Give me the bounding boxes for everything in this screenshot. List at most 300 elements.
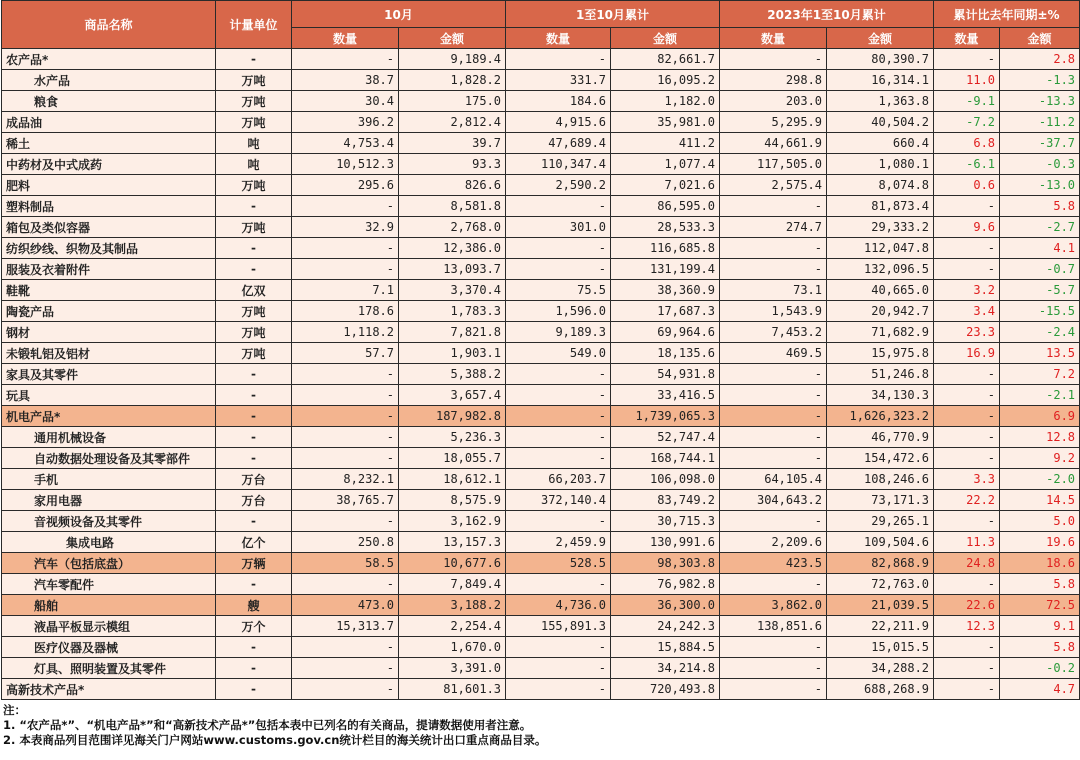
ytd-amount-cell: 116,685.8 xyxy=(611,238,720,259)
ytd2023-qty-cell: - xyxy=(720,259,827,280)
yoy-qty-pct-cell: - xyxy=(934,574,1000,595)
yoy-amount-pct-cell: 9.1 xyxy=(1000,616,1080,637)
ytd-qty-cell: - xyxy=(506,238,611,259)
commodity-name: 医疗仪器及器械 xyxy=(2,637,216,658)
header-october: 10月 xyxy=(292,1,506,28)
ytd2023-qty-cell: 3,862.0 xyxy=(720,595,827,616)
commodity-name: 稀土 xyxy=(2,133,216,154)
yoy-qty-pct-cell: 11.0 xyxy=(934,70,1000,91)
ytd2023-qty-cell: 1,543.9 xyxy=(720,301,827,322)
yoy-qty-pct-cell: -6.1 xyxy=(934,154,1000,175)
header-unit: 计量单位 xyxy=(216,1,292,49)
oct-qty-cell: 10,512.3 xyxy=(292,154,399,175)
oct-amount-cell: 81,601.3 xyxy=(399,679,506,700)
commodity-name: 汽车零配件 xyxy=(2,574,216,595)
ytd2023-qty-cell: 2,209.6 xyxy=(720,532,827,553)
ytd-amount-cell: 720,493.8 xyxy=(611,679,720,700)
table-row xyxy=(2,427,1080,448)
unit-cell: 万吨 xyxy=(216,112,292,133)
ytd-qty-cell: 372,140.4 xyxy=(506,490,611,511)
yoy-amount-pct-cell: 9.2 xyxy=(1000,448,1080,469)
yoy-qty-pct-cell: 23.3 xyxy=(934,322,1000,343)
ytd2023-qty-cell: 2,575.4 xyxy=(720,175,827,196)
oct-amount-cell: 3,657.4 xyxy=(399,385,506,406)
ytd2023-amount-cell: 34,130.3 xyxy=(827,385,934,406)
oct-amount-cell: 39.7 xyxy=(399,133,506,154)
ytd2023-amount-cell: 34,288.2 xyxy=(827,658,934,679)
ytd-amount-cell: 28,533.3 xyxy=(611,217,720,238)
oct-qty-cell: 473.0 xyxy=(292,595,399,616)
yoy-qty-pct-cell: 3.2 xyxy=(934,280,1000,301)
ytd2023-qty-cell: 7,453.2 xyxy=(720,322,827,343)
header-yoy-change: 累计比去年同期±% xyxy=(934,1,1080,28)
ytd2023-qty-cell: 469.5 xyxy=(720,343,827,364)
oct-amount-cell: 12,386.0 xyxy=(399,238,506,259)
unit-cell: 艘 xyxy=(216,595,292,616)
unit-cell: - xyxy=(216,385,292,406)
ytd-amount-cell: 36,300.0 xyxy=(611,595,720,616)
commodity-name: 服装及衣着附件 xyxy=(2,259,216,280)
oct-qty-cell: - xyxy=(292,406,399,427)
oct-amount-cell: 8,581.8 xyxy=(399,196,506,217)
oct-amount-cell: 3,370.4 xyxy=(399,280,506,301)
ytd-qty-cell: 331.7 xyxy=(506,70,611,91)
ytd-qty-cell: 1,596.0 xyxy=(506,301,611,322)
ytd-qty-cell: 9,189.3 xyxy=(506,322,611,343)
ytd2023-amount-cell: 21,039.5 xyxy=(827,595,934,616)
table-row xyxy=(2,301,1080,322)
ytd2023-amount-cell: 22,211.9 xyxy=(827,616,934,637)
ytd2023-amount-cell: 29,333.2 xyxy=(827,217,934,238)
subheader-qty: 数量 xyxy=(720,28,827,49)
ytd2023-qty-cell: 44,661.9 xyxy=(720,133,827,154)
table-row xyxy=(2,511,1080,532)
table-row xyxy=(2,280,1080,301)
commodity-name: 成品油 xyxy=(2,112,216,133)
table-row xyxy=(2,595,1080,616)
yoy-amount-pct-cell: 7.2 xyxy=(1000,364,1080,385)
ytd2023-qty-cell: - xyxy=(720,49,827,70)
ytd-qty-cell: 4,736.0 xyxy=(506,595,611,616)
oct-amount-cell: 7,821.8 xyxy=(399,322,506,343)
oct-amount-cell: 13,157.3 xyxy=(399,532,506,553)
table-row xyxy=(2,574,1080,595)
ytd-amount-cell: 76,982.8 xyxy=(611,574,720,595)
commodity-name: 音视频设备及其零件 xyxy=(2,511,216,532)
header-ytd: 1至10月累计 xyxy=(506,1,720,28)
yoy-qty-pct-cell: - xyxy=(934,511,1000,532)
subheader-amount: 金额 xyxy=(1000,28,1080,49)
yoy-amount-pct-cell: 4.7 xyxy=(1000,679,1080,700)
unit-cell: 万吨 xyxy=(216,217,292,238)
ytd-amount-cell: 15,884.5 xyxy=(611,637,720,658)
ytd-qty-cell: 184.6 xyxy=(506,91,611,112)
commodity-name: 水产品 xyxy=(2,70,216,91)
ytd-qty-cell: 47,689.4 xyxy=(506,133,611,154)
commodity-name: 灯具、照明装置及其零件 xyxy=(2,658,216,679)
ytd-amount-cell: 16,095.2 xyxy=(611,70,720,91)
yoy-qty-pct-cell: - xyxy=(934,427,1000,448)
ytd2023-qty-cell: 203.0 xyxy=(720,91,827,112)
unit-cell: 万台 xyxy=(216,490,292,511)
oct-amount-cell: 826.6 xyxy=(399,175,506,196)
oct-amount-cell: 9,189.4 xyxy=(399,49,506,70)
table-row xyxy=(2,490,1080,511)
ytd-qty-cell: 4,915.6 xyxy=(506,112,611,133)
oct-qty-cell: - xyxy=(292,679,399,700)
ytd-amount-cell: 7,021.6 xyxy=(611,175,720,196)
ytd-qty-cell: - xyxy=(506,637,611,658)
ytd2023-qty-cell: - xyxy=(720,679,827,700)
oct-qty-cell: 250.8 xyxy=(292,532,399,553)
ytd-qty-cell: - xyxy=(506,658,611,679)
table-row xyxy=(2,553,1080,574)
oct-qty-cell: 178.6 xyxy=(292,301,399,322)
commodity-name: 未锻轧铝及铝材 xyxy=(2,343,216,364)
ytd2023-qty-cell: 298.8 xyxy=(720,70,827,91)
yoy-qty-pct-cell: - xyxy=(934,679,1000,700)
ytd-amount-cell: 411.2 xyxy=(611,133,720,154)
oct-amount-cell: 2,768.0 xyxy=(399,217,506,238)
oct-qty-cell: - xyxy=(292,448,399,469)
yoy-qty-pct-cell: 9.6 xyxy=(934,217,1000,238)
commodity-name: 纺织纱线、织物及其制品 xyxy=(2,238,216,259)
table-row xyxy=(2,658,1080,679)
ytd-amount-cell: 131,199.4 xyxy=(611,259,720,280)
subheader-amount: 金额 xyxy=(399,28,506,49)
ytd2023-amount-cell: 109,504.6 xyxy=(827,532,934,553)
ytd-qty-cell: 110,347.4 xyxy=(506,154,611,175)
unit-cell: 万吨 xyxy=(216,91,292,112)
ytd2023-qty-cell: 423.5 xyxy=(720,553,827,574)
yoy-amount-pct-cell: -13.3 xyxy=(1000,91,1080,112)
commodity-name: 肥料 xyxy=(2,175,216,196)
ytd-qty-cell: - xyxy=(506,427,611,448)
oct-qty-cell: 15,313.7 xyxy=(292,616,399,637)
oct-amount-cell: 3,162.9 xyxy=(399,511,506,532)
oct-qty-cell: 30.4 xyxy=(292,91,399,112)
oct-amount-cell: 1,903.1 xyxy=(399,343,506,364)
yoy-amount-pct-cell: 5.8 xyxy=(1000,637,1080,658)
commodity-name: 陶瓷产品 xyxy=(2,301,216,322)
unit-cell: 万吨 xyxy=(216,343,292,364)
ytd-amount-cell: 24,242.3 xyxy=(611,616,720,637)
yoy-qty-pct-cell: 24.8 xyxy=(934,553,1000,574)
yoy-amount-pct-cell: 14.5 xyxy=(1000,490,1080,511)
oct-qty-cell: 396.2 xyxy=(292,112,399,133)
ytd2023-amount-cell: 132,096.5 xyxy=(827,259,934,280)
yoy-amount-pct-cell: -11.2 xyxy=(1000,112,1080,133)
oct-qty-cell: - xyxy=(292,385,399,406)
ytd-amount-cell: 130,991.6 xyxy=(611,532,720,553)
unit-cell: 亿个 xyxy=(216,532,292,553)
commodity-table xyxy=(1,0,1080,700)
oct-qty-cell: - xyxy=(292,49,399,70)
ytd2023-amount-cell: 16,314.1 xyxy=(827,70,934,91)
commodity-name: 机电产品* xyxy=(2,406,216,427)
ytd2023-qty-cell: 304,643.2 xyxy=(720,490,827,511)
ytd-qty-cell: - xyxy=(506,364,611,385)
oct-amount-cell: 3,391.0 xyxy=(399,658,506,679)
yoy-qty-pct-cell: -9.1 xyxy=(934,91,1000,112)
ytd2023-qty-cell: - xyxy=(720,658,827,679)
ytd-amount-cell: 30,715.3 xyxy=(611,511,720,532)
unit-cell: 万辆 xyxy=(216,553,292,574)
ytd2023-qty-cell: - xyxy=(720,427,827,448)
oct-amount-cell: 8,575.9 xyxy=(399,490,506,511)
ytd2023-qty-cell: 274.7 xyxy=(720,217,827,238)
ytd2023-amount-cell: 29,265.1 xyxy=(827,511,934,532)
oct-amount-cell: 18,055.7 xyxy=(399,448,506,469)
ytd2023-amount-cell: 51,246.8 xyxy=(827,364,934,385)
table-header xyxy=(2,1,1080,49)
yoy-amount-pct-cell: 2.8 xyxy=(1000,49,1080,70)
ytd-amount-cell: 1,077.4 xyxy=(611,154,720,175)
yoy-qty-pct-cell: - xyxy=(934,364,1000,385)
table-row xyxy=(2,154,1080,175)
commodity-name: 粮食 xyxy=(2,91,216,112)
ytd-amount-cell: 83,749.2 xyxy=(611,490,720,511)
oct-amount-cell: 5,236.3 xyxy=(399,427,506,448)
unit-cell: - xyxy=(216,259,292,280)
ytd2023-amount-cell: 81,873.4 xyxy=(827,196,934,217)
ytd-amount-cell: 106,098.0 xyxy=(611,469,720,490)
ytd2023-amount-cell: 688,268.9 xyxy=(827,679,934,700)
ytd2023-amount-cell: 40,665.0 xyxy=(827,280,934,301)
oct-amount-cell: 7,849.4 xyxy=(399,574,506,595)
ytd-amount-cell: 69,964.6 xyxy=(611,322,720,343)
unit-cell: - xyxy=(216,658,292,679)
oct-qty-cell: 4,753.4 xyxy=(292,133,399,154)
yoy-amount-pct-cell: 6.9 xyxy=(1000,406,1080,427)
ytd-amount-cell: 33,416.5 xyxy=(611,385,720,406)
oct-qty-cell: - xyxy=(292,637,399,658)
unit-cell: - xyxy=(216,196,292,217)
yoy-qty-pct-cell: - xyxy=(934,637,1000,658)
ytd2023-qty-cell: 64,105.4 xyxy=(720,469,827,490)
commodity-name: 箱包及类似容器 xyxy=(2,217,216,238)
table-row xyxy=(2,532,1080,553)
oct-qty-cell: 57.7 xyxy=(292,343,399,364)
table-row xyxy=(2,175,1080,196)
ytd-amount-cell: 52,747.4 xyxy=(611,427,720,448)
subheader-qty: 数量 xyxy=(506,28,611,49)
yoy-amount-pct-cell: -2.0 xyxy=(1000,469,1080,490)
table-row xyxy=(2,448,1080,469)
yoy-amount-pct-cell: 13.5 xyxy=(1000,343,1080,364)
yoy-amount-pct-cell: -2.4 xyxy=(1000,322,1080,343)
ytd-qty-cell: 549.0 xyxy=(506,343,611,364)
unit-cell: 万吨 xyxy=(216,175,292,196)
yoy-amount-pct-cell: -0.7 xyxy=(1000,259,1080,280)
ytd2023-amount-cell: 112,047.8 xyxy=(827,238,934,259)
table-row xyxy=(2,637,1080,658)
ytd-qty-cell: 528.5 xyxy=(506,553,611,574)
ytd2023-qty-cell: - xyxy=(720,637,827,658)
yoy-amount-pct-cell: 12.8 xyxy=(1000,427,1080,448)
ytd-qty-cell: - xyxy=(506,196,611,217)
subheader-qty: 数量 xyxy=(934,28,1000,49)
table-row xyxy=(2,469,1080,490)
commodity-name: 中药材及中式成药 xyxy=(2,154,216,175)
table-row xyxy=(2,49,1080,70)
ytd2023-qty-cell: 5,295.9 xyxy=(720,112,827,133)
yoy-amount-pct-cell: -5.7 xyxy=(1000,280,1080,301)
unit-cell: - xyxy=(216,406,292,427)
oct-qty-cell: - xyxy=(292,574,399,595)
oct-amount-cell: 3,188.2 xyxy=(399,595,506,616)
ytd-qty-cell: - xyxy=(506,49,611,70)
ytd-amount-cell: 86,595.0 xyxy=(611,196,720,217)
note-2: 2. 本表商品列目范围详见海关门户网站www.customs.gov.cn统计栏目的海关统计出口重点商品目录。 xyxy=(3,733,547,747)
ytd2023-amount-cell: 1,080.1 xyxy=(827,154,934,175)
ytd2023-amount-cell: 1,626,323.2 xyxy=(827,406,934,427)
oct-amount-cell: 175.0 xyxy=(399,91,506,112)
ytd-amount-cell: 168,744.1 xyxy=(611,448,720,469)
ytd2023-qty-cell: - xyxy=(720,196,827,217)
note-1: 1. “农产品*”、“机电产品*”和“高新技术产品*”包括本表中已列名的有关商品，提请数据使用者注意。 xyxy=(3,718,532,732)
commodity-name: 鞋靴 xyxy=(2,280,216,301)
ytd2023-qty-cell: - xyxy=(720,574,827,595)
oct-qty-cell: 7.1 xyxy=(292,280,399,301)
yoy-qty-pct-cell: - xyxy=(934,49,1000,70)
ytd-amount-cell: 34,214.8 xyxy=(611,658,720,679)
header-commodity-name: 商品名称 xyxy=(2,1,216,49)
unit-cell: - xyxy=(216,574,292,595)
yoy-amount-pct-cell: 72.5 xyxy=(1000,595,1080,616)
oct-amount-cell: 1,783.3 xyxy=(399,301,506,322)
unit-cell: 万吨 xyxy=(216,70,292,91)
table-row xyxy=(2,343,1080,364)
ytd-qty-cell: - xyxy=(506,448,611,469)
yoy-qty-pct-cell: - xyxy=(934,259,1000,280)
yoy-qty-pct-cell: 0.6 xyxy=(934,175,1000,196)
commodity-name: 集成电路 xyxy=(2,532,216,553)
yoy-qty-pct-cell: - xyxy=(934,406,1000,427)
table-row xyxy=(2,616,1080,637)
table-row xyxy=(2,406,1080,427)
ytd2023-amount-cell: 80,390.7 xyxy=(827,49,934,70)
oct-qty-cell: 8,232.1 xyxy=(292,469,399,490)
unit-cell: 万个 xyxy=(216,616,292,637)
table-body xyxy=(2,49,1080,700)
ytd2023-amount-cell: 15,975.8 xyxy=(827,343,934,364)
yoy-amount-pct-cell: 19.6 xyxy=(1000,532,1080,553)
yoy-amount-pct-cell: -13.0 xyxy=(1000,175,1080,196)
yoy-amount-pct-cell: 5.8 xyxy=(1000,574,1080,595)
ytd2023-qty-cell: 117,505.0 xyxy=(720,154,827,175)
ytd2023-amount-cell: 40,504.2 xyxy=(827,112,934,133)
oct-amount-cell: 2,812.4 xyxy=(399,112,506,133)
yoy-amount-pct-cell: 18.6 xyxy=(1000,553,1080,574)
oct-qty-cell: - xyxy=(292,427,399,448)
yoy-qty-pct-cell: 16.9 xyxy=(934,343,1000,364)
ytd-amount-cell: 82,661.7 xyxy=(611,49,720,70)
oct-qty-cell: - xyxy=(292,511,399,532)
ytd-amount-cell: 35,981.0 xyxy=(611,112,720,133)
yoy-amount-pct-cell: -2.1 xyxy=(1000,385,1080,406)
unit-cell: - xyxy=(216,427,292,448)
unit-cell: - xyxy=(216,448,292,469)
oct-amount-cell: 5,388.2 xyxy=(399,364,506,385)
ytd2023-qty-cell: - xyxy=(720,511,827,532)
yoy-qty-pct-cell: - xyxy=(934,448,1000,469)
commodity-name: 家用电器 xyxy=(2,490,216,511)
ytd2023-amount-cell: 660.4 xyxy=(827,133,934,154)
commodity-name: 船舶 xyxy=(2,595,216,616)
table-row xyxy=(2,70,1080,91)
yoy-amount-pct-cell: -2.7 xyxy=(1000,217,1080,238)
ytd-amount-cell: 1,739,065.3 xyxy=(611,406,720,427)
ytd2023-amount-cell: 1,363.8 xyxy=(827,91,934,112)
notes-title: 注： xyxy=(3,703,26,717)
table-row xyxy=(2,217,1080,238)
ytd2023-amount-cell: 73,171.3 xyxy=(827,490,934,511)
ytd-amount-cell: 1,182.0 xyxy=(611,91,720,112)
oct-amount-cell: 10,677.6 xyxy=(399,553,506,574)
yoy-qty-pct-cell: - xyxy=(934,385,1000,406)
yoy-amount-pct-cell: 5.0 xyxy=(1000,511,1080,532)
ytd2023-amount-cell: 46,770.9 xyxy=(827,427,934,448)
oct-qty-cell: - xyxy=(292,259,399,280)
table-row xyxy=(2,133,1080,154)
oct-amount-cell: 18,612.1 xyxy=(399,469,506,490)
oct-qty-cell: - xyxy=(292,364,399,385)
ytd-qty-cell: 66,203.7 xyxy=(506,469,611,490)
table-row xyxy=(2,679,1080,700)
commodity-name: 通用机械设备 xyxy=(2,427,216,448)
ytd-qty-cell: - xyxy=(506,259,611,280)
yoy-amount-pct-cell: -1.3 xyxy=(1000,70,1080,91)
table-row xyxy=(2,112,1080,133)
unit-cell: 吨 xyxy=(216,154,292,175)
commodity-name: 钢材 xyxy=(2,322,216,343)
oct-amount-cell: 1,670.0 xyxy=(399,637,506,658)
ytd2023-qty-cell: - xyxy=(720,238,827,259)
oct-qty-cell: 58.5 xyxy=(292,553,399,574)
oct-qty-cell: 1,118.2 xyxy=(292,322,399,343)
subheader-amount: 金额 xyxy=(827,28,934,49)
ytd2023-amount-cell: 108,246.6 xyxy=(827,469,934,490)
unit-cell: - xyxy=(216,238,292,259)
ytd-qty-cell: - xyxy=(506,511,611,532)
yoy-qty-pct-cell: 11.3 xyxy=(934,532,1000,553)
table-row xyxy=(2,385,1080,406)
ytd2023-amount-cell: 154,472.6 xyxy=(827,448,934,469)
ytd2023-qty-cell: - xyxy=(720,406,827,427)
ytd-amount-cell: 54,931.8 xyxy=(611,364,720,385)
oct-qty-cell: - xyxy=(292,238,399,259)
ytd-qty-cell: 2,459.9 xyxy=(506,532,611,553)
commodity-name: 高新技术产品* xyxy=(2,679,216,700)
ytd2023-amount-cell: 15,015.5 xyxy=(827,637,934,658)
ytd-qty-cell: - xyxy=(506,385,611,406)
yoy-qty-pct-cell: 6.8 xyxy=(934,133,1000,154)
yoy-amount-pct-cell: -0.3 xyxy=(1000,154,1080,175)
ytd2023-qty-cell: - xyxy=(720,448,827,469)
table-row xyxy=(2,364,1080,385)
table-row xyxy=(2,91,1080,112)
subheader-qty: 数量 xyxy=(292,28,399,49)
yoy-qty-pct-cell: -7.2 xyxy=(934,112,1000,133)
commodity-name: 汽车（包括底盘） xyxy=(2,553,216,574)
ytd2023-amount-cell: 72,763.0 xyxy=(827,574,934,595)
commodity-name: 自动数据处理设备及其零部件 xyxy=(2,448,216,469)
unit-cell: 吨 xyxy=(216,133,292,154)
commodity-name: 农产品* xyxy=(2,49,216,70)
subheader-amount: 金额 xyxy=(611,28,720,49)
unit-cell: 万吨 xyxy=(216,322,292,343)
